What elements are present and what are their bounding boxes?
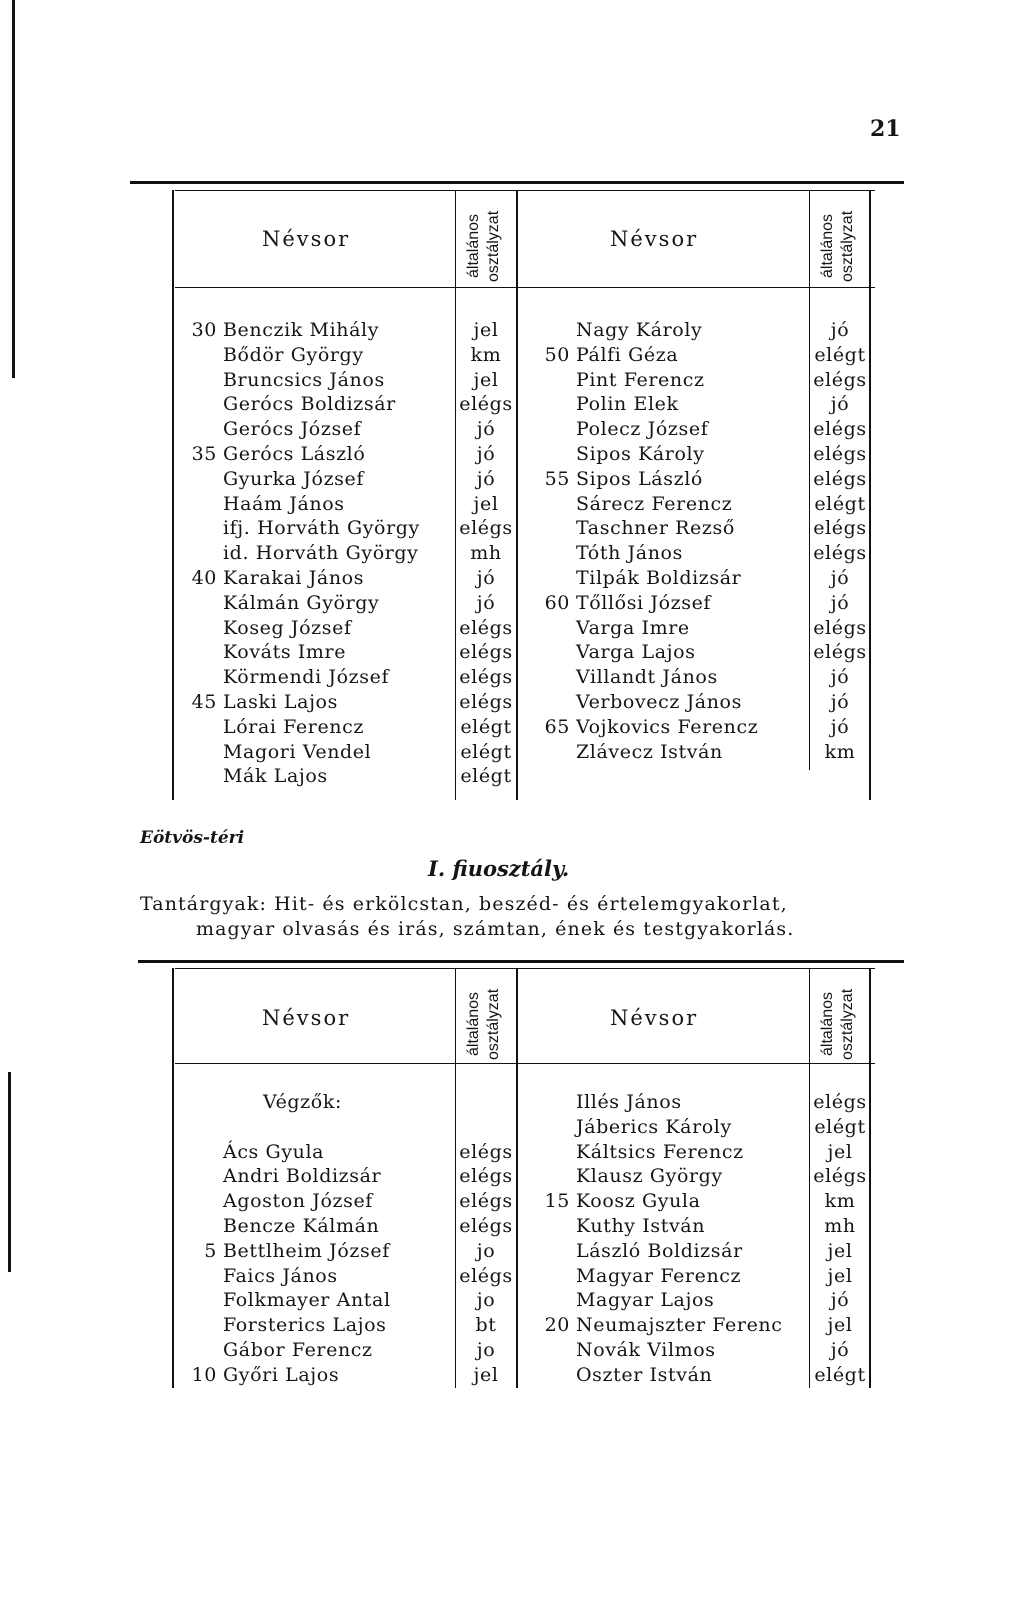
student-name: Gyurka József bbox=[223, 467, 365, 490]
grade-value: jó bbox=[476, 467, 496, 490]
grade-value: jó bbox=[830, 1289, 850, 1312]
table-row bbox=[173, 368, 516, 393]
column-header-name: Névsor bbox=[262, 227, 351, 251]
grade-value: elégt bbox=[460, 740, 512, 763]
scan-margin-line bbox=[12, 0, 15, 378]
grade-value: elégt bbox=[814, 492, 866, 515]
table-row bbox=[173, 492, 516, 517]
table-row bbox=[526, 1090, 872, 1115]
student-name: Sipos László bbox=[576, 467, 703, 490]
grade-value: km bbox=[470, 343, 502, 366]
grade-value: jó bbox=[476, 443, 496, 465]
table-row bbox=[526, 1338, 872, 1363]
grade-value: elégs bbox=[813, 467, 867, 490]
grade-value: elégs bbox=[813, 616, 867, 639]
student-name: Polin Elek bbox=[576, 393, 679, 416]
student-name: Tőllősi József bbox=[576, 591, 712, 614]
grade-value: elégs bbox=[813, 368, 867, 391]
table-row bbox=[526, 1140, 872, 1165]
table-row bbox=[173, 566, 516, 591]
grade-value: jó bbox=[830, 393, 850, 416]
table-row bbox=[526, 591, 872, 616]
table-row bbox=[526, 1363, 872, 1388]
table-row bbox=[526, 640, 872, 665]
student-name: Koosz Gyula bbox=[576, 1190, 701, 1213]
student-name: Varga Imre bbox=[576, 616, 690, 639]
student-name: Sárecz Ferencz bbox=[576, 492, 733, 515]
grade-value: elégt bbox=[814, 1363, 866, 1386]
student-name: Kálmán György bbox=[223, 591, 380, 614]
student-name: Illés János bbox=[576, 1091, 682, 1113]
grade-value: jó bbox=[830, 715, 850, 738]
grade-value: elégs bbox=[813, 517, 867, 540]
table-row bbox=[526, 516, 872, 541]
row-number: 40 bbox=[191, 567, 217, 589]
student-name: László Boldizsár bbox=[576, 1239, 743, 1262]
student-name: Nagy Károly bbox=[576, 319, 703, 341]
student-name: Verbovecz János bbox=[576, 691, 742, 713]
student-name: Győri Lajos bbox=[223, 1363, 340, 1386]
grade-value: elégs bbox=[459, 666, 513, 689]
table-row bbox=[173, 467, 516, 492]
student-name: Agoston József bbox=[223, 1190, 373, 1213]
student-name: Káltsics Ferencz bbox=[576, 1140, 744, 1163]
student-name: Magori Vendel bbox=[223, 740, 372, 763]
student-name: id. Horváth György bbox=[223, 542, 419, 565]
grade-value: elégs bbox=[459, 517, 513, 540]
table-row bbox=[526, 616, 872, 641]
table-row bbox=[526, 690, 872, 715]
student-name: Benczik Mihály bbox=[223, 319, 380, 341]
column-header-grade: általános osztályzat bbox=[465, 210, 502, 282]
grade-value: elégs bbox=[459, 1140, 513, 1163]
column-header-name: Névsor bbox=[262, 1006, 351, 1030]
grade-value: elégs bbox=[459, 616, 513, 639]
student-name: Zlávecz István bbox=[576, 740, 723, 763]
student-name: Varga Lajos bbox=[576, 641, 696, 664]
scan-margin-line bbox=[8, 1072, 11, 1272]
student-name: Andri Boldizsár bbox=[223, 1165, 382, 1188]
student-name: Magyar Ferencz bbox=[576, 1264, 742, 1287]
table-row bbox=[173, 1363, 516, 1388]
table-row bbox=[173, 1264, 516, 1289]
table-row bbox=[173, 1189, 516, 1214]
grade-value: elégt bbox=[460, 765, 512, 788]
student-name: Haám János bbox=[223, 492, 345, 515]
student-name: Faics János bbox=[223, 1264, 338, 1287]
table-row bbox=[526, 1288, 872, 1313]
student-name: Bruncsics János bbox=[223, 368, 385, 391]
table-row bbox=[173, 764, 516, 789]
class-title: I. fiuosztály. bbox=[428, 856, 570, 881]
grade-value: jo bbox=[476, 1289, 496, 1312]
student-name: Pint Ferencz bbox=[576, 368, 705, 391]
table-row bbox=[173, 417, 516, 442]
table-row bbox=[173, 640, 516, 665]
table-row bbox=[173, 1140, 516, 1165]
student-name: Karakai János bbox=[223, 567, 365, 589]
student-name: Tóth János bbox=[576, 542, 683, 565]
student-name: Bencze Kálmán bbox=[223, 1215, 380, 1237]
table-row bbox=[173, 1338, 516, 1363]
student-name: Kováts Imre bbox=[223, 641, 347, 664]
student-name: Klausz György bbox=[576, 1165, 723, 1188]
grade-value: jel bbox=[473, 1363, 499, 1386]
grade-value: jó bbox=[476, 591, 496, 614]
grade-value: elégt bbox=[814, 1115, 866, 1138]
student-name: Folkmayer Antal bbox=[223, 1289, 391, 1312]
table-row bbox=[173, 591, 516, 616]
student-name: Novák Vilmos bbox=[576, 1339, 716, 1361]
grade-value: jo bbox=[476, 1339, 496, 1361]
grade-value: elégs bbox=[459, 1165, 513, 1188]
grade-value: jel bbox=[827, 1314, 853, 1337]
table-row bbox=[526, 1214, 872, 1239]
grade-value: jel bbox=[827, 1264, 853, 1287]
row-number: 60 bbox=[544, 591, 570, 614]
table-row bbox=[173, 715, 516, 740]
table-row bbox=[526, 343, 872, 368]
table-row bbox=[173, 740, 516, 765]
student-name: Neumajszter Ferenc bbox=[576, 1314, 783, 1337]
row-number: 65 bbox=[544, 715, 570, 738]
grade-value: elégs bbox=[813, 443, 867, 465]
table-row bbox=[526, 318, 872, 343]
grade-value: jel bbox=[473, 368, 499, 391]
student-name: Gerócs Boldizsár bbox=[223, 393, 396, 416]
student-name: Oszter István bbox=[576, 1363, 713, 1386]
table-row bbox=[526, 417, 872, 442]
row-number: 20 bbox=[544, 1314, 570, 1337]
grade-value: elégs bbox=[459, 1190, 513, 1213]
table-row bbox=[526, 1189, 872, 1214]
grade-value: elégt bbox=[814, 343, 866, 366]
column-header-grade: általános osztályzat bbox=[819, 210, 856, 282]
table-row bbox=[173, 442, 516, 467]
table-row bbox=[526, 1115, 872, 1140]
table-row bbox=[173, 1115, 516, 1140]
grade-value: elégs bbox=[459, 691, 513, 713]
student-name: Bődör György bbox=[223, 343, 364, 366]
row-number: 50 bbox=[544, 343, 570, 366]
table-row bbox=[173, 1239, 516, 1264]
student-name: Vojkovics Ferencz bbox=[576, 715, 759, 738]
table-row bbox=[173, 516, 516, 541]
grade-value: km bbox=[824, 740, 856, 763]
table-row bbox=[526, 1313, 872, 1338]
row-number: 35 bbox=[191, 443, 217, 465]
student-name: Bettlheim József bbox=[223, 1239, 390, 1262]
grade-value: jel bbox=[827, 1239, 853, 1262]
grade-value: bt bbox=[475, 1314, 497, 1337]
grade-value: jel bbox=[473, 319, 499, 341]
grade-value: jó bbox=[476, 418, 496, 441]
table-row bbox=[526, 715, 872, 740]
table-row bbox=[526, 541, 872, 566]
student-name: Jáberics Károly bbox=[576, 1115, 732, 1138]
table-row bbox=[526, 566, 872, 591]
grade-value: elégs bbox=[813, 542, 867, 565]
table-row bbox=[526, 492, 872, 517]
grade-value: elégs bbox=[813, 418, 867, 441]
row-number: 55 bbox=[544, 467, 570, 490]
student-name: Magyar Lajos bbox=[576, 1289, 715, 1312]
student-name: ifj. Horváth György bbox=[223, 517, 420, 540]
student-name: Forsterics Lajos bbox=[223, 1314, 387, 1337]
table-row bbox=[173, 690, 516, 715]
grade-value: jó bbox=[476, 567, 496, 589]
table-row bbox=[173, 343, 516, 368]
table-row bbox=[173, 1090, 516, 1115]
student-name: Kuthy István bbox=[576, 1215, 706, 1237]
table-row bbox=[526, 740, 872, 765]
grade-value: jó bbox=[830, 591, 850, 614]
grade-value: elégs bbox=[459, 393, 513, 416]
grade-value: elégs bbox=[813, 1165, 867, 1188]
student-name: Pálfi Géza bbox=[576, 343, 679, 366]
school-label: Eötvös-téri bbox=[140, 828, 245, 848]
table-row bbox=[173, 541, 516, 566]
grade-value: mh bbox=[470, 542, 502, 565]
grade-value: jel bbox=[827, 1140, 853, 1163]
table-row bbox=[526, 442, 872, 467]
student-name: Végzők: bbox=[263, 1091, 342, 1113]
table-row bbox=[526, 1264, 872, 1289]
grade-value: jó bbox=[830, 319, 850, 341]
grade-value: jo bbox=[476, 1239, 496, 1262]
student-name: Sipos Károly bbox=[576, 443, 705, 465]
table-row bbox=[173, 392, 516, 417]
grade-value: elégs bbox=[459, 1264, 513, 1287]
row-number: 10 bbox=[191, 1363, 217, 1386]
table-row bbox=[173, 616, 516, 641]
grade-value: km bbox=[824, 1190, 856, 1213]
column-header-grade: általános osztályzat bbox=[465, 988, 502, 1060]
grade-value: jó bbox=[830, 567, 850, 589]
grade-value: elégt bbox=[460, 715, 512, 738]
row-number: 15 bbox=[544, 1190, 570, 1213]
grade-value: jel bbox=[473, 492, 499, 515]
subjects-line-2: magyar olvasás és irás, számtan, ének és testgyakorlás. bbox=[196, 918, 795, 940]
student-name: Koseg József bbox=[223, 616, 352, 639]
grade-value: elégs bbox=[813, 1091, 867, 1113]
student-name: Körmendi József bbox=[223, 666, 390, 689]
student-name: Ács Gyula bbox=[223, 1140, 325, 1163]
table-row bbox=[173, 318, 516, 343]
grade-value: jó bbox=[830, 691, 850, 713]
table-row bbox=[526, 467, 872, 492]
page-number: 21 bbox=[870, 116, 901, 142]
column-header-grade: általános osztályzat bbox=[819, 988, 856, 1060]
grade-value: jó bbox=[830, 1339, 850, 1361]
column-header-name: Névsor bbox=[610, 1006, 699, 1030]
row-number: 30 bbox=[191, 319, 217, 341]
subjects-line-1: Tantárgyak: Hit- és erkölcstan, beszéd- és értelemgyakorlat, bbox=[140, 893, 788, 915]
student-name: Laski Lajos bbox=[223, 691, 338, 713]
student-name: Villandt János bbox=[576, 666, 718, 689]
student-name: Tilpák Boldizsár bbox=[576, 567, 742, 589]
grade-value: mh bbox=[824, 1215, 856, 1237]
student-name: Gábor Ferencz bbox=[223, 1339, 373, 1361]
table-row bbox=[526, 368, 872, 393]
row-number: 45 bbox=[191, 691, 217, 713]
column-header-name: Névsor bbox=[610, 227, 699, 251]
table-row bbox=[173, 1164, 516, 1189]
table-row bbox=[173, 665, 516, 690]
grade-value: elégs bbox=[459, 641, 513, 664]
table-row bbox=[526, 1164, 872, 1189]
table-row bbox=[526, 665, 872, 690]
table-row bbox=[526, 1239, 872, 1264]
grade-value: jó bbox=[830, 666, 850, 689]
grade-value: elégs bbox=[459, 1215, 513, 1237]
student-name: Gerócs József bbox=[223, 418, 362, 441]
student-name: Polecz József bbox=[576, 418, 709, 441]
student-name: Mák Lajos bbox=[223, 765, 328, 788]
student-name: Gerócs László bbox=[223, 443, 366, 465]
table-row bbox=[526, 392, 872, 417]
table-row bbox=[173, 1214, 516, 1239]
student-name: Lórai Ferencz bbox=[223, 715, 364, 738]
student-name: Taschner Rezső bbox=[576, 517, 735, 540]
grade-value: elégs bbox=[813, 641, 867, 664]
table-row bbox=[173, 1288, 516, 1313]
table-row bbox=[173, 1313, 516, 1338]
row-number: 5 bbox=[204, 1239, 217, 1262]
